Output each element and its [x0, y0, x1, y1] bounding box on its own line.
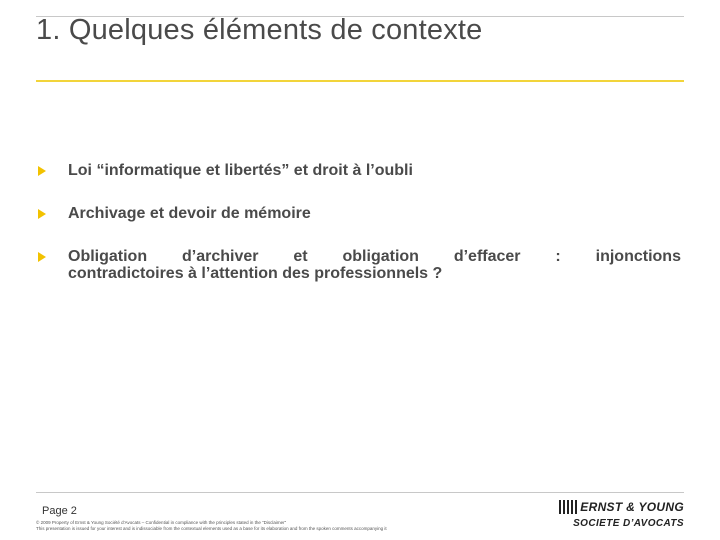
- bullet-item: [36, 248, 681, 282]
- bullet-item: [36, 162, 681, 179]
- bullet-word: et: [293, 248, 308, 265]
- page-number: Page 2: [42, 505, 77, 517]
- slide-title: 1. Quelques éléments de contexte: [36, 14, 483, 46]
- legal-notice: [36, 520, 516, 532]
- bullet-list: [36, 162, 681, 282]
- logo-name: ERNST & YOUNG: [580, 499, 684, 514]
- triangle-bullet-icon: [38, 209, 46, 219]
- bullet-word: d’archiver: [182, 248, 259, 265]
- bullet-word: d’effacer: [453, 248, 521, 265]
- footer-rule: [36, 492, 684, 493]
- legal-line-2: This presentation is issued for your interest and is indissociable from the contextual elements used as a base for its elaboration and from the spoken comments accompanying it: [36, 526, 387, 531]
- bullet-text: [68, 248, 681, 282]
- bullet-text: Loi “informatique et libertés” et droit à l’oubli: [68, 162, 413, 179]
- company-logo: [559, 498, 684, 529]
- ey-logo-icon: [559, 500, 577, 514]
- bullet-text-line-1: [68, 248, 681, 265]
- bullet-text-line-2: contradictoires à l’attention des professionnels ?: [68, 265, 443, 282]
- logo-subtitle: SOCIETE D’AVOCATS: [573, 518, 684, 529]
- bullet-item: [36, 205, 681, 222]
- bullet-word: :: [555, 248, 561, 265]
- bullet-text: Archivage et devoir de mémoire: [68, 205, 311, 222]
- legal-line-1: © 2009 Property of Ernst & Young Société d’Avocats – Confidential in compliance with the principles stated in the “Disclaimer”: [36, 520, 287, 525]
- triangle-bullet-icon: [38, 166, 46, 176]
- bullet-word: obligation: [342, 248, 419, 265]
- triangle-bullet-icon: [38, 252, 46, 262]
- bullet-word: Obligation: [68, 248, 148, 265]
- bullet-word: injonctions: [595, 248, 681, 265]
- title-underline: [36, 80, 684, 82]
